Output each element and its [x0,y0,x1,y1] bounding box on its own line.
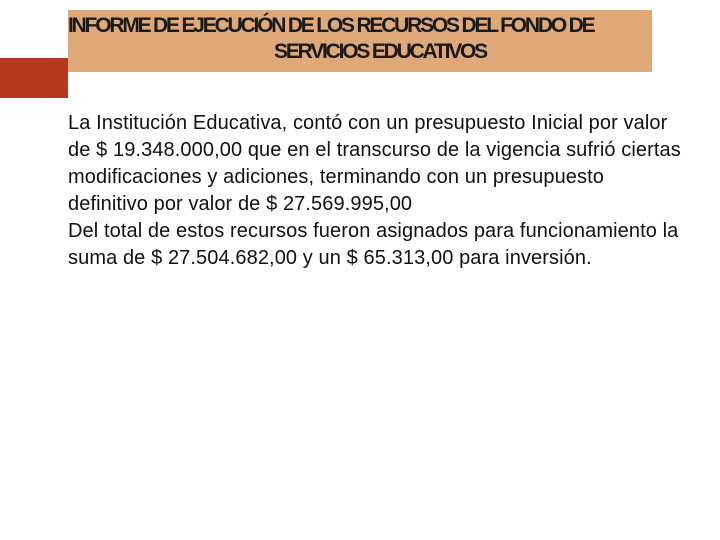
slide-title-line-1: INFORME DE EJECUCIÓN DE LOS RECURSOS DEL FONDO DE [68,14,594,37]
slide-title-line-2: SERVICIOS EDUCATIVOS [274,40,486,63]
slide-body [68,110,688,272]
title-banner [68,10,652,72]
allocation-paragraph: Del total de estos recursos fueron asignados para funcionamiento la suma de $ 27.504.682,00 y un $ 65.313,00 para inversión. [68,220,679,269]
budget-paragraph: La Institución Educativa, contó con un presupuesto Inicial por valor de $ 19.348.000,00 que en el transcurso de la vigencia sufrió ciertas modificaciones y adiciones, terminando con un presupuesto definitivo por valor de $ 27.569.995,00 [68,112,681,215]
accent-bar [0,58,68,98]
